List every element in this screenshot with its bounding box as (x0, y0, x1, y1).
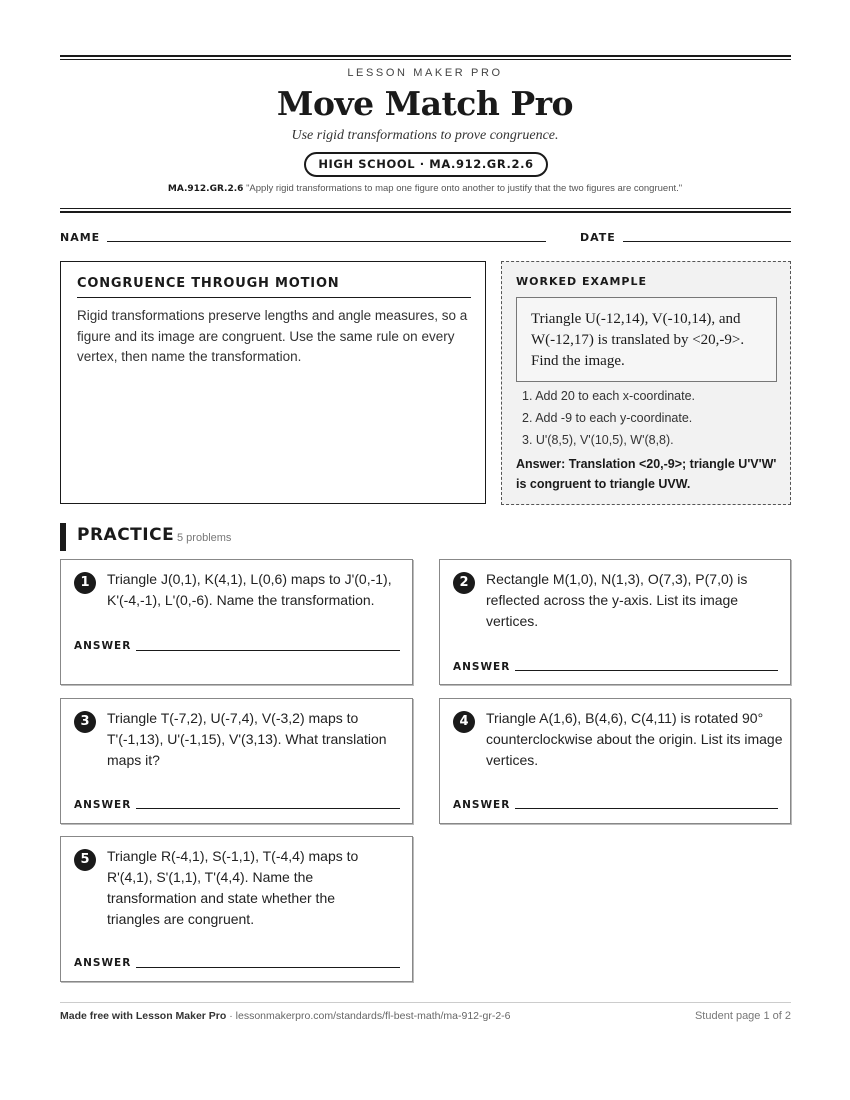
problem-card-1 (60, 559, 413, 685)
problem-card-4 (439, 698, 791, 824)
answer-field-1[interactable] (136, 650, 400, 651)
answer-field-3[interactable] (136, 808, 400, 809)
problem-number-badge: 5 (74, 849, 96, 871)
footer-separator: · (226, 1010, 236, 1022)
problem-text: Triangle R(-4,1), S(-1,1), T(-4,4) maps to R'(4,1), S'(1,1), T'(4,4). Name the transformation and state whether the triangles are congruent. (107, 848, 359, 927)
problem-card-2 (439, 559, 791, 685)
answer-label: ANSWER (74, 799, 132, 811)
answer-label: ANSWER (74, 640, 132, 652)
practice-count: 5 problems (177, 532, 232, 544)
standard-code: MA.912.GR.2.6 (167, 184, 244, 194)
date-field[interactable] (623, 241, 791, 242)
answer-field-2[interactable] (515, 670, 778, 671)
grade-standard-badge: HIGH SCHOOL · MA.912.GR.2.6 (304, 152, 548, 177)
brand-kicker: LESSON MAKER PRO (347, 67, 503, 79)
concept-panel (60, 261, 486, 504)
standard-line (0, 183, 850, 194)
worked-example-steps (522, 385, 695, 451)
practice-accent-bar (60, 523, 66, 551)
worked-example-step: 2. Add -9 to each y-coordinate. (522, 411, 693, 425)
answer-label: ANSWER (74, 957, 132, 969)
concept-body: Rigid transformations preserve lengths and angle measures, so a figure and its image are congruent. Use the same rule on every vertex, then name the transformation. (77, 308, 468, 364)
practice-title: PRACTICE (77, 525, 175, 545)
footer-rule (60, 1002, 791, 1003)
answer-label: ANSWER (453, 799, 511, 811)
answer-field-4[interactable] (515, 808, 778, 809)
problem-text: Triangle A(1,6), B(4,6), C(4,11) is rotated 90° counterclockwise about the origin. List its image vertices. (486, 710, 783, 768)
header-bottom-rule-thin (60, 208, 791, 209)
concept-title: CONGRUENCE THROUGH MOTION (77, 276, 471, 298)
problem-number-badge: 2 (453, 572, 475, 594)
problem-card-5 (60, 836, 413, 982)
answer-field-5[interactable] (136, 967, 400, 968)
answer-label: ANSWER (453, 661, 511, 673)
worked-example-step: 3. U'(8,5), V'(10,5), W'(8,8). (522, 433, 674, 447)
header-bottom-rule-thick (60, 211, 791, 213)
problem-card-3 (60, 698, 413, 824)
name-field[interactable] (107, 241, 546, 242)
worked-example-title: WORKED EXAMPLE (516, 275, 647, 288)
top-rule-thin (60, 59, 791, 60)
worked-example-problem: Triangle U(-12,14), V(-10,14), and W(-12,17) is translated by <20,-9>. Find the image. (516, 297, 777, 382)
worksheet-subtitle: Use rigid transformations to prove congruence. (291, 128, 559, 143)
problem-text: Rectangle M(1,0), N(1,3), O(7,3), P(7,0) is reflected across the y-axis. List its image vertices. (486, 571, 748, 629)
problem-number-badge: 3 (74, 711, 96, 733)
top-rule-thick (60, 55, 791, 57)
footer-url-link[interactable]: lessonmakerpro.com/standards/fl-best-math/ma-912-gr-2-6 (235, 1010, 511, 1022)
worksheet-title: Move Match Pro (276, 84, 574, 123)
worked-example-panel (501, 261, 791, 505)
problem-text: Triangle T(-7,2), U(-7,4), V(-3,2) maps to T'(-1,13), U'(-1,15), V'(3,13). What translation maps it? (107, 710, 387, 768)
date-label: DATE (580, 231, 616, 244)
standard-text: "Apply rigid transformations to map one figure onto another to justify that the two figures are congruent." (246, 183, 683, 194)
problem-number-badge: 4 (453, 711, 475, 733)
worked-example-answer: Answer: Translation <20,-9>; triangle U'V'W' is congruent to triangle UVW. (516, 457, 777, 491)
name-label: NAME (60, 231, 101, 244)
worked-example-step: 1. Add 20 to each x-coordinate. (522, 389, 696, 403)
footer-made-with: Made free with Lesson Maker Pro (60, 1010, 227, 1022)
footer-credit (60, 1010, 511, 1022)
footer-page-number: Student page 1 of 2 (694, 1010, 791, 1022)
problem-number-badge: 1 (74, 572, 96, 594)
problem-text: Triangle J(0,1), K(4,1), L(0,6) maps to J'(0,-1), K'(-4,-1), L'(0,-6). Name the transformation. (107, 571, 392, 608)
